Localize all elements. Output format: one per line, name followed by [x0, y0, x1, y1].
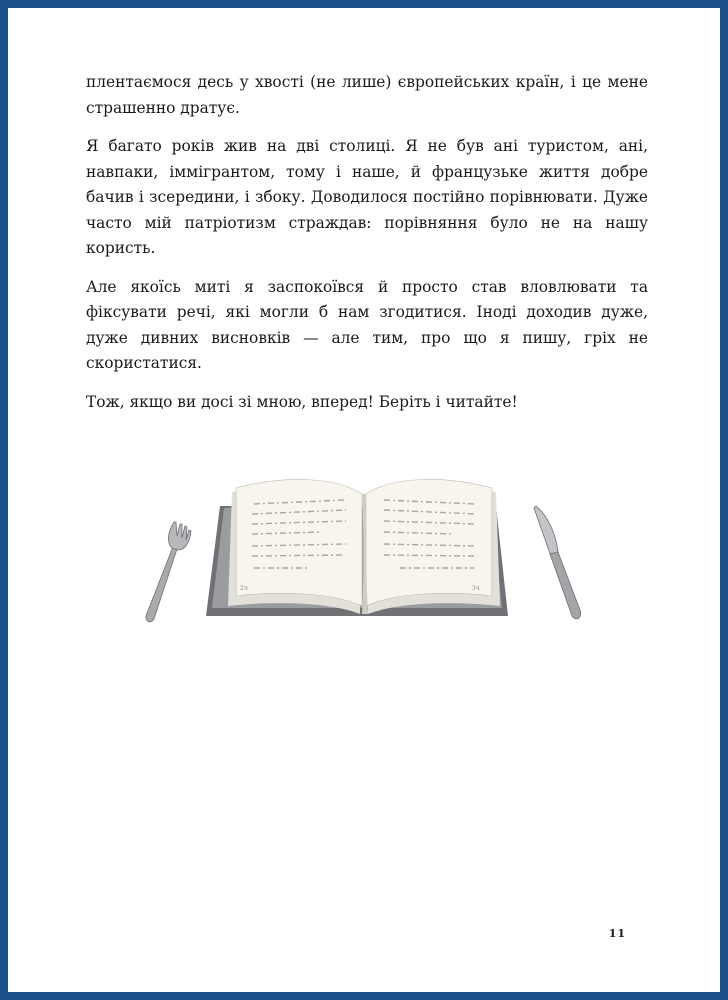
open-book-icon [206, 479, 508, 616]
left-page-number: 2ч [240, 585, 248, 592]
paragraph-1: плентаємося десь у хвості (не лише) європейських країн, і це мене страшенно дратує. [86, 73, 648, 117]
book-page [8, 8, 720, 992]
fork-icon [146, 522, 191, 622]
knife-icon [534, 506, 581, 619]
right-page-number: 3ч [472, 585, 480, 592]
body-text [86, 70, 648, 428]
book-with-cutlery-illustration [136, 476, 592, 632]
paragraph-2: Я багато років жив на дві столиці. Я не був ані туристом, ані, навпаки, іммігрантом, тому і наше, й французьке життя добре бачив і зсередини, і збоку. Доводилося постійно порівнювати. Дуже часто мій патріотизм страждав: порівняння було не на нашу користь. [86, 137, 648, 257]
paragraph-4: Тож, якщо ви досі зі мною, вперед! Беріть і читайте! [86, 392, 518, 411]
paragraph-3: Але якоїсь миті я заспокоївся й просто став вловлювати та фіксувати речі, які могли б нам згодитися. Іноді доходив дуже, дуже дивних висновків — але тим, про що я пишу, гріх не скористатися. [86, 277, 648, 372]
page-number: 11 [608, 927, 626, 940]
